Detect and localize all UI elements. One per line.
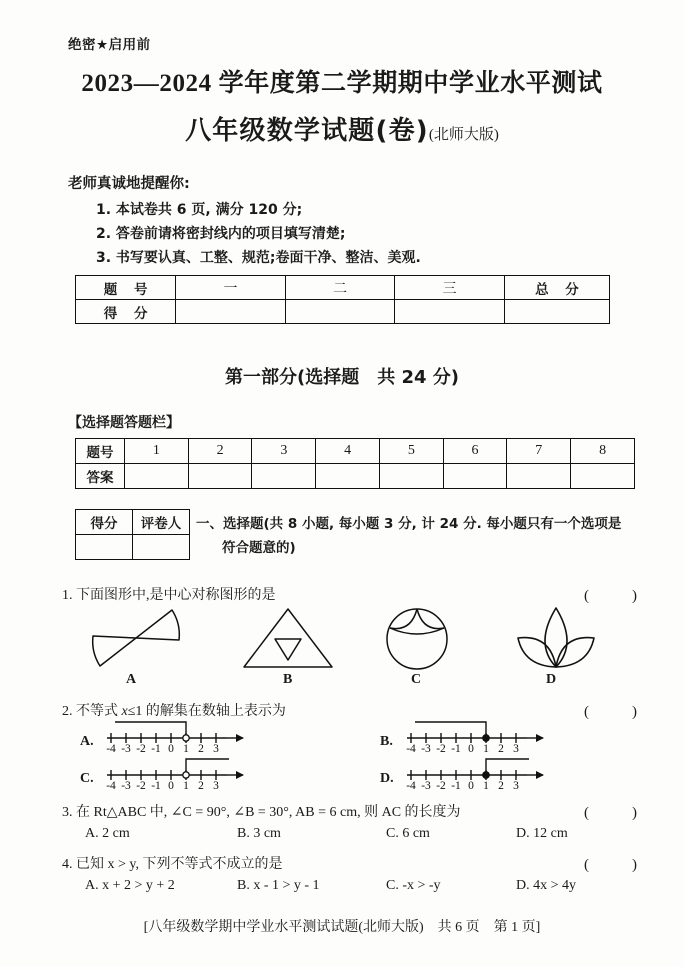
table-row: [76, 439, 635, 464]
score-table-section-header: 二: [285, 276, 395, 300]
score-table-section-header: 一: [176, 276, 286, 300]
svg-text:3: 3: [213, 743, 219, 753]
svg-text:-1: -1: [151, 780, 161, 790]
svg-text:0: 0: [168, 743, 174, 753]
figure-caption-a: A: [126, 672, 137, 687]
marker-score-entry-cell[interactable]: [76, 535, 133, 560]
score-table-section-header: 三: [395, 276, 505, 300]
answer-table-row-label: 题号: [76, 439, 125, 464]
subject-title-version: (北师大版): [428, 127, 499, 143]
svg-text:-4: -4: [406, 743, 416, 753]
svg-text:3: 3: [513, 780, 519, 790]
question-2-variable: x: [121, 704, 128, 719]
svg-text:-2: -2: [436, 743, 446, 753]
svg-text:-2: -2: [136, 743, 146, 753]
question-number-cell: 7: [507, 439, 571, 464]
svg-text:-4: -4: [106, 780, 116, 790]
svg-text:2: 2: [198, 743, 204, 753]
answer-box-heading: 【选择题答题栏】: [68, 415, 180, 431]
section-one-instructions: [196, 512, 626, 560]
svg-text:2: 2: [498, 743, 504, 753]
svg-text:2: 2: [498, 780, 504, 790]
question-4-option-b[interactable]: B. x - 1 > y - 1: [237, 878, 320, 893]
svg-text:1: 1: [183, 743, 189, 753]
table-row: [76, 276, 610, 300]
svg-text:-1: -1: [451, 743, 461, 753]
svg-text:0: 0: [168, 780, 174, 790]
score-entry-cell[interactable]: [395, 300, 505, 324]
svg-text:0: 0: [468, 780, 474, 790]
answer-entry-cell[interactable]: [571, 464, 635, 489]
question-number-cell: 8: [571, 439, 635, 464]
numberline-option-b: [403, 717, 549, 753]
numberline-option-a-label: A.: [80, 734, 94, 749]
secret-label: 绝密★启用前: [68, 37, 151, 53]
svg-text:2: 2: [198, 780, 204, 790]
question-3-stem: [62, 801, 461, 821]
svg-text:-3: -3: [121, 780, 131, 790]
bowtie-sector-figure: [80, 607, 192, 669]
svg-text:1: 1: [483, 743, 489, 753]
notice-item: 3. 书写要认真、工整、规范;卷面干净、整洁、美观.: [96, 250, 421, 266]
marker-table-marker-label: 评卷人: [133, 510, 190, 535]
numberline-option-c-label: C.: [80, 771, 94, 786]
question-number-cell: 1: [125, 439, 189, 464]
question-4-option-d[interactable]: D. 4x > 4y: [516, 878, 577, 893]
question-3-number: 3.: [62, 805, 73, 820]
svg-text:-3: -3: [421, 743, 431, 753]
question-1-answer-paren: ( ): [584, 588, 651, 604]
figure-caption-d: D: [546, 672, 557, 687]
answer-entry-cell[interactable]: [379, 464, 443, 489]
page-title: 2023—2024 学年度第二学期期中学业水平测试: [81, 70, 603, 97]
question-4-answer-paren: ( ): [584, 857, 651, 873]
table-row: [76, 300, 610, 324]
score-entry-cell[interactable]: [176, 300, 286, 324]
numberline-option-c: [103, 754, 249, 790]
question-number-cell: 6: [443, 439, 507, 464]
answer-entry-cell[interactable]: [188, 464, 252, 489]
svg-text:-2: -2: [436, 780, 446, 790]
answer-entry-cell[interactable]: [252, 464, 316, 489]
section-one-instructions-line2: 符合题意的): [222, 540, 296, 556]
question-3-text: 在 Rt△ABC 中, ∠C = 90°, ∠B = 30°, AB = 6 cm, 则 AC 的长度为: [76, 805, 461, 820]
answer-entry-cell[interactable]: [125, 464, 189, 489]
question-2-number: 2.: [62, 704, 73, 719]
numberline-option-a: [103, 717, 249, 753]
numberline-option-b-label: B.: [380, 734, 393, 749]
page-footer: [八年级数学期中学业水平测试试题(北师大版) 共 6 页 第 1 页]: [143, 920, 541, 935]
marker-name-entry-cell[interactable]: [133, 535, 190, 560]
svg-text:-1: -1: [151, 743, 161, 753]
svg-text:-3: -3: [421, 780, 431, 790]
svg-text:-4: -4: [406, 780, 416, 790]
question-4-option-c[interactable]: C. -x > -y: [386, 878, 441, 893]
question-4-stem: [62, 853, 283, 873]
question-2-text-suffix: ≤1 的解集在数轴上表示为: [127, 704, 286, 719]
figure-caption-b: B: [283, 672, 293, 687]
subject-title-main: 八年级数学试题(卷): [185, 116, 429, 146]
section-one-instructions-line1: 一、选择题(共 8 小题, 每小题 3 分, 计 24 分. 每小题只有一个选项是: [196, 516, 622, 532]
svg-text:0: 0: [468, 743, 474, 753]
table-row: [76, 535, 190, 560]
question-1-text: 下面图形中,是中心对称图形的是: [76, 588, 276, 603]
svg-text:3: 3: [513, 743, 519, 753]
question-number-cell: 2: [188, 439, 252, 464]
question-1-number: 1.: [62, 588, 73, 603]
question-4-number: 4.: [62, 857, 73, 872]
question-3-option-d[interactable]: D. 12 cm: [516, 826, 568, 841]
notice-heading: 老师真诚地提醒你:: [68, 176, 190, 192]
answer-entry-cell[interactable]: [507, 464, 571, 489]
notice-item: 1. 本试卷共 6 页, 满分 120 分;: [96, 202, 303, 218]
score-entry-cell[interactable]: [285, 300, 395, 324]
question-3-option-c[interactable]: C. 6 cm: [386, 826, 430, 841]
answer-entry-cell[interactable]: [443, 464, 507, 489]
question-3-answer-paren: ( ): [584, 805, 651, 821]
lotus-petal-figure: [510, 604, 602, 672]
question-number-cell: 5: [379, 439, 443, 464]
svg-text:1: 1: [483, 780, 489, 790]
table-row: [76, 510, 190, 535]
score-entry-cell[interactable]: [504, 300, 609, 324]
svg-text:-2: -2: [136, 780, 146, 790]
table-row: [76, 464, 635, 489]
svg-text:3: 3: [213, 780, 219, 790]
svg-text:-3: -3: [121, 743, 131, 753]
choice-answer-table: [75, 438, 635, 489]
answer-entry-cell[interactable]: [316, 464, 380, 489]
question-4-text: 已知 x > y, 下列不等式不成立的是: [76, 857, 283, 872]
score-table-row-label: 题 号: [76, 276, 176, 300]
score-table-row-label: 得 分: [76, 300, 176, 324]
score-summary-table: [75, 275, 610, 324]
part-one-title: 第一部分(选择题 共 24 分): [224, 367, 460, 388]
question-3-option-a[interactable]: A. 2 cm: [85, 826, 130, 841]
svg-text:-1: -1: [451, 780, 461, 790]
circle-reuleaux-figure: [382, 606, 452, 672]
marker-score-table: [75, 509, 190, 560]
svg-text:1: 1: [183, 780, 189, 790]
answer-table-row-label: 答案: [76, 464, 125, 489]
question-number-cell: 3: [252, 439, 316, 464]
triangle-in-triangle-figure: [240, 606, 336, 670]
question-1-stem: [62, 584, 276, 604]
svg-text:-4: -4: [106, 743, 116, 753]
question-2-answer-paren: ( ): [584, 704, 651, 720]
question-4-option-a[interactable]: A. x + 2 > y + 2: [85, 878, 175, 893]
notice-item: 2. 答卷前请将密封线内的项目填写清楚;: [96, 226, 346, 242]
subject-title: [0, 110, 684, 147]
score-table-total-header: 总 分: [504, 276, 609, 300]
question-number-cell: 4: [316, 439, 380, 464]
numberline-option-d: [403, 754, 549, 790]
marker-table-score-label: 得分: [76, 510, 133, 535]
question-3-option-b[interactable]: B. 3 cm: [237, 826, 281, 841]
numberline-option-d-label: D.: [380, 771, 394, 786]
figure-caption-c: C: [411, 672, 422, 687]
question-2-text-prefix: 不等式: [76, 704, 122, 719]
